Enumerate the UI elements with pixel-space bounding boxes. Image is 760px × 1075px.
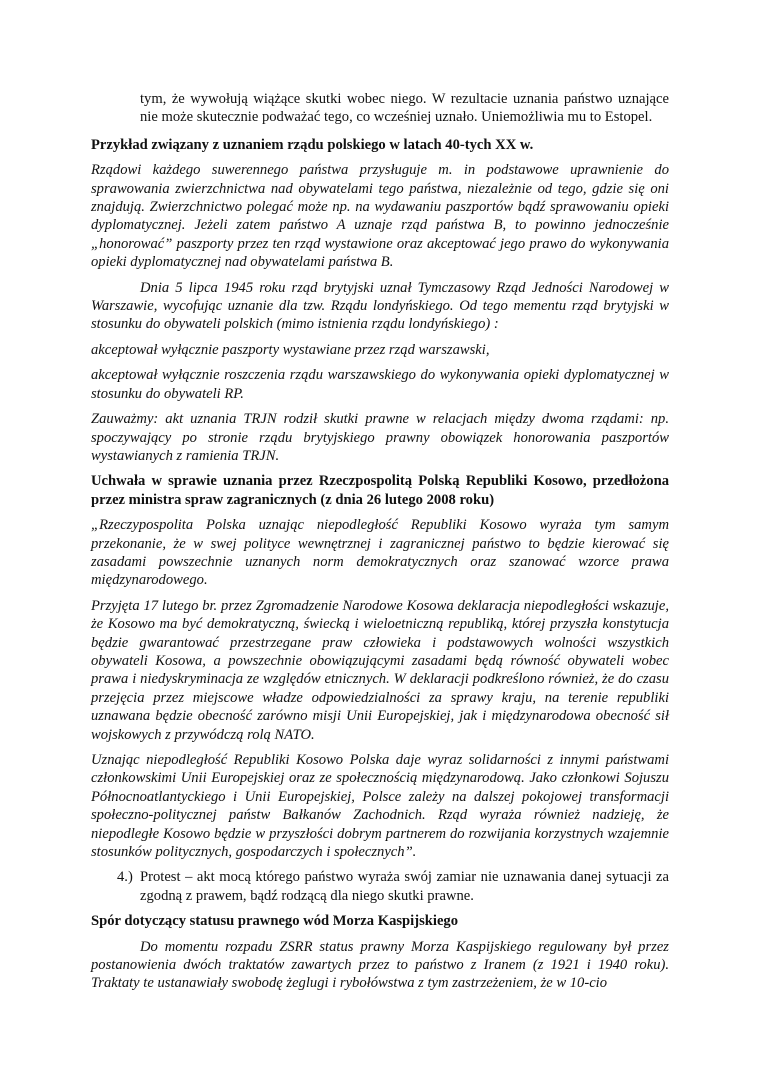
heading-kosovo-resolution: Uchwała w sprawie uznania przez Rzeczpospolitą Polską Republiki Kosowo, przedłożona przez ministra spraw zagranicznych (z dnia 26 lutego 2008 roku) <box>91 473 669 508</box>
heading-polish-government: Przykład związany z uznaniem rządu polskiego w latach 40-tych XX w. <box>91 136 534 153</box>
paragraph-kosovo-3: Uznając niepodległość Republiki Kosowo Polska daje wyraz solidarności z innymi państwami członkowskimi Unii Europejskiej oraz ze społecznością międzynarodową. Jako członkowi Sojuszu Północnoatlantyckiego i Unii Europejskiej, Polsce zależy na dalszej pokojowej transformacji społeczno-politycznej państw Bałkanów Zachodnich. Rząd wyraża również nadzieję, że niepodległe Kosowo będzie w przyszłości dobrym partnerem do rozwijania korzystnych wzajemnie stosunków politycznych, gospodarczych i społecznych”. <box>91 752 669 861</box>
paragraph-british-recognition: Dnia 5 lipca 1945 roku rząd brytyjski uznał Tymczasowy Rząd Jedności Narodowej w Warszawie, wycofując uznanie dla tzw. Rządu londyńskiego. Od tego mementu rząd brytyjski w stosunku do obywateli polskich (mimo istnienia rządu londyńskiego) : <box>91 279 669 333</box>
paragraph-estoppel: tym, że wywołują wiążące skutki wobec niego. W rezultacie uznania państwo uznające nie może skutecznie podważać tego, co wcześniej uznało. Uniemożliwia mu to Estopel. <box>140 91 669 126</box>
paragraph-note: Zauważmy: akt uznania TRJN rodził skutki prawne w relacjach między dwoma rządami: np. spoczywający po stronie rządu brytyjskiego prawny obowiązek honorowania paszportów wystawianych z ramienia TRJN. <box>91 411 669 464</box>
heading-caspian-sea: Spór dotyczący statusu prawnego wód Morza Kaspijskiego <box>91 913 459 930</box>
document-page <box>91 90 669 993</box>
paragraph-kosovo-1: „Rzeczypospolita Polska uznając niepodległość Republiki Kosowo wyraża tym samym przekonanie, że w swej polityce wewnętrznej i zagranicznej państwo to będzie kierować się zasadami powszechnie uznanych norm demokratycznych oraz szanować wzorce prawa międzynarodowego. <box>91 517 669 589</box>
list-text: Protest – akt mocą którego państwo wyraża swój zamiar nie uznawania danej sytuacji za zgodną z prawem, bądź rodzącą dla niego skutki prawne. <box>140 869 669 904</box>
paragraph-government-rights: Rządowi każdego suwerennego państwa przysługuje m. in podstawowe uprawnienie do sprawowania zwierzchnictwa nad obywatelami tego państwa, niezależnie od tego, gdzie się oni znajdują. Zwierzchnictwo polegać może np. na wydawaniu paszportów bądź sprawowaniu opieki dyplomatycznej. Jeżeli zatem państwo A uznaje rząd państwa B, to powinno jednocześnie „honorować” paszporty przez ten rząd wystawione oraz akceptować jego prawo do wykonywania opieki dyplomatycznej nad obywatelami państwa B. <box>91 162 669 271</box>
paragraph-kosovo-2: Przyjęta 17 lutego br. przez Zgromadzenie Narodowe Kosowa deklaracja niepodległości wskazuje, że Kosowo ma być demokratyczną, świecką i wieloetniczną republiką, której przyszła konstytucja będzie gwarantować przestrzegane praw człowieka i podstawowych wolności wszystkich obywateli Kosowa, a powszechnie obowiązującymi zasadami będą równość obywateli wobec prawa i niedyskryminacja ze względów etnicznych. W deklaracji podkreślono również, że do czasu przejęcia przez miejscowe władze odpowiedzialności za sprawy kraju, na terenie republiki uznawana będzie obecność zarówno misji Unii Europejskiej, jak i międzynarodowa obecność sił wojskowych z przywódczą rolą NATO. <box>91 597 669 743</box>
paragraph-claims: akceptował wyłącznie roszczenia rządu warszawskiego do wykonywania opieki dyplomatycznej w stosunku do obywateli RP. <box>91 367 669 402</box>
list-item-protest <box>91 868 669 905</box>
paragraph-caspian: Do momentu rozpadu ZSRR status prawny Morza Kaspijskiego regulowany był przez postanowienia dwóch traktatów zawartych przez to państwo z Iranem (z 1921 i 1940 roku). Traktaty te ustanawiały swobodę żeglugi i rybołówstwa z tym zastrzeżeniem, że w 10-cio <box>91 938 669 992</box>
paragraph-passports: akceptował wyłącznie paszporty wystawiane przez rząd warszawski, <box>91 341 490 358</box>
list-number: 4.) <box>117 869 133 886</box>
